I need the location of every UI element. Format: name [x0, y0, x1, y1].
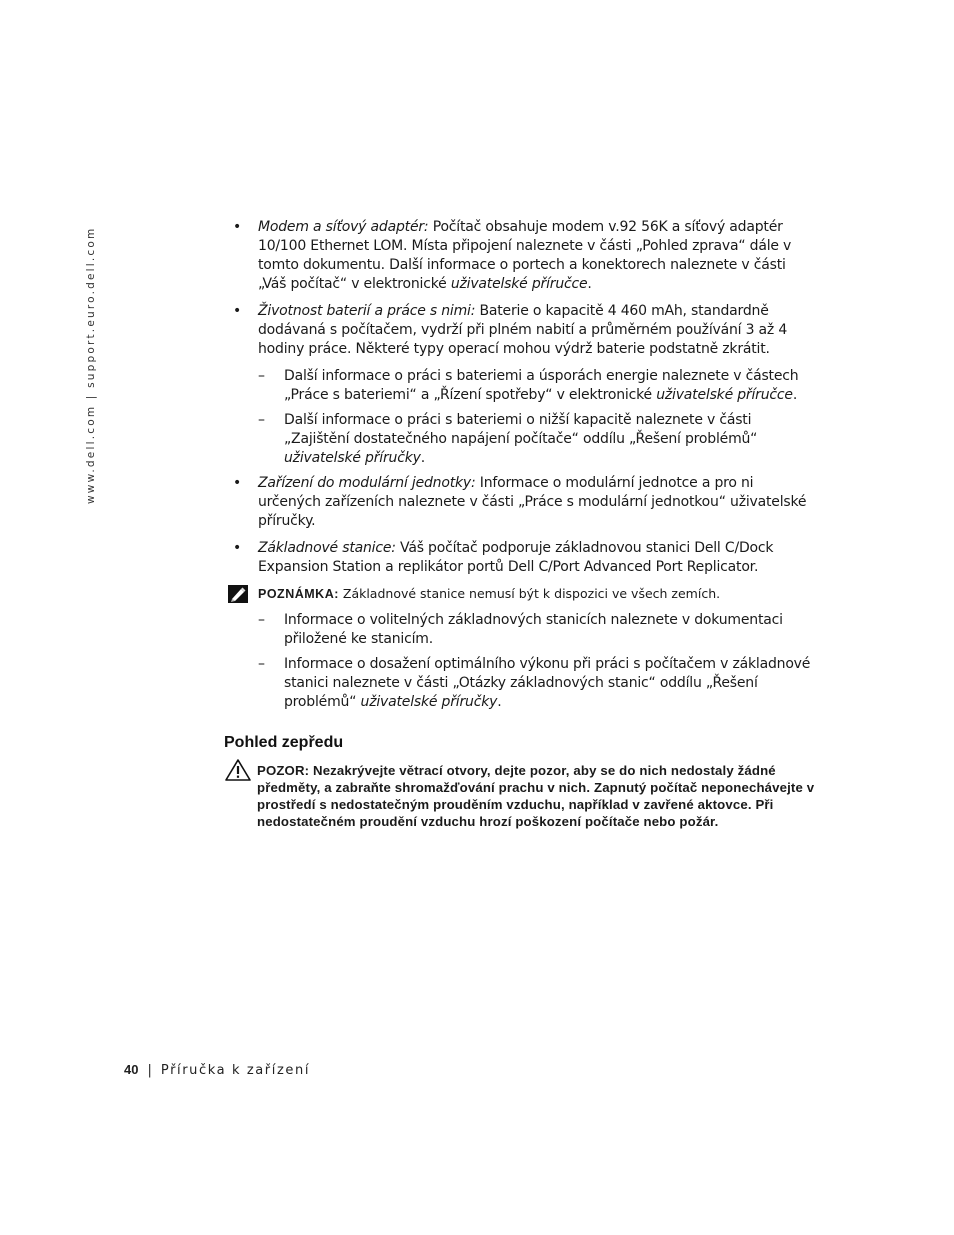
- subitem-text: Další informace o práci s bateriemi o nižší kapacitě naleznete v části „Zajištění dostatečného napájení počítače“ oddílu „Řešení problémů“: [284, 412, 758, 447]
- subitem-dock-2: [228, 655, 818, 712]
- sidebar-url: www.dell.com | support.euro.dell.com: [85, 226, 97, 504]
- bullet-text: Informace o modulární jednotce a pro ni určených zařízeních naleznete v části „Práce s modulární jednotkou“ uživatelské příručky.: [258, 475, 807, 529]
- note-block: [228, 585, 818, 603]
- footer-title: Příručka k zařízení: [160, 1063, 311, 1078]
- bullet-mark: •: [233, 475, 242, 491]
- section-heading: Pohled zepředu: [224, 734, 344, 751]
- bullet-text: Váš počítač podporuje základnovou stanici Dell C/Dock Expansion Station a replikátor portů Dell C/Port Advanced Port Replicator.: [258, 540, 774, 575]
- note-label: POZNÁMKA:: [258, 587, 339, 601]
- dash-mark: –: [258, 612, 265, 628]
- subitem-battery-2: [228, 411, 818, 468]
- bullet-mark: •: [233, 303, 242, 319]
- subitem-text: Informace o volitelných základnových stanicích naleznete v dokumentaci přiložené ke stanicím.: [284, 612, 783, 647]
- bullet-ref: uživatelské příručce: [450, 276, 588, 292]
- subitem-tail: .: [420, 450, 425, 466]
- subitem-ref: uživatelské příručky: [360, 694, 498, 710]
- bullet-battery: [228, 302, 818, 359]
- subitem-text: Další informace o práci s bateriemi a úsporách energie naleznete v částech „Práce s bateriemi“ a „Řízení spotřeby“ v elektronické: [284, 368, 799, 403]
- dash-mark: –: [258, 368, 265, 384]
- bullet-modem: [228, 218, 818, 294]
- subitem-dock-1: [228, 611, 818, 649]
- subitem-tail: .: [497, 694, 502, 710]
- subitem-ref: uživatelské příručky: [284, 450, 421, 466]
- caution-block: [228, 762, 818, 830]
- note-text: Základnové stanice nemusí být k dispozici ve všech zemích.: [342, 586, 721, 601]
- caution-label: POZOR:: [257, 763, 310, 778]
- bullet-docking: [228, 539, 818, 577]
- caution-text: Nezakrývejte větrací otvory, dejte pozor, aby se do nich nedostaly žádné předměty, a zabraňte shromažďování prachu v nich. Zapnutý počítač neponechávejte v prostředí s nedostatečným prouděním vzduchu, například v zavřené aktovce. Při nedostatečném proudění vzduchu hrozí poškození počítače nebo požár.: [257, 763, 815, 829]
- bullet-text: Baterie o kapacitě 4 460 mAh, standardně dodávaná s počítačem, vydrží při plném nabití a průměrném používání 3 až 4 hodiny práce. Některé typy operací mohou výdrž baterie podstatně zkrátit.: [258, 303, 788, 357]
- dash-mark: –: [258, 412, 265, 428]
- bullet-tail: .: [587, 276, 592, 292]
- pencil-note-icon: [228, 585, 248, 603]
- subitem-battery-1: [228, 367, 818, 405]
- warning-triangle-icon: [224, 758, 252, 782]
- bullet-term: Základnové stanice:: [258, 540, 396, 556]
- bullet-term: Životnost baterií a práce s nimi:: [258, 303, 476, 319]
- dash-mark: –: [258, 656, 265, 672]
- page-footer: [124, 1062, 310, 1078]
- bullet-mark: •: [233, 219, 242, 235]
- subitem-tail: .: [792, 387, 798, 403]
- footer-separator: |: [147, 1063, 152, 1078]
- subitem-text: Informace o dosažení optimálního výkonu při práci s počítačem v základnové stanici naleznete v části „Otázky základnových stanic“ oddílu „Řešení problémů“: [284, 656, 811, 710]
- bullet-mark: •: [233, 540, 242, 556]
- page-content: [224, 218, 818, 830]
- bullet-term: Modem a síťový adaptér:: [258, 219, 429, 235]
- bullet-term: Zařízení do modulární jednotky:: [258, 475, 476, 491]
- page-number: 40: [124, 1062, 139, 1077]
- subitem-ref: uživatelské příručce: [656, 387, 793, 403]
- bullet-text: Počítač obsahuje modem v.92 56K a síťový adaptér 10/100 Ethernet LOM. Místa připojení naleznete v části „Pohled zprava“ dále v tomto dokumentu. Další informace o portech a konektorech naleznete v části „Váš počítač“ v elektronické: [258, 219, 792, 292]
- bullet-modular-bay: [228, 474, 818, 531]
